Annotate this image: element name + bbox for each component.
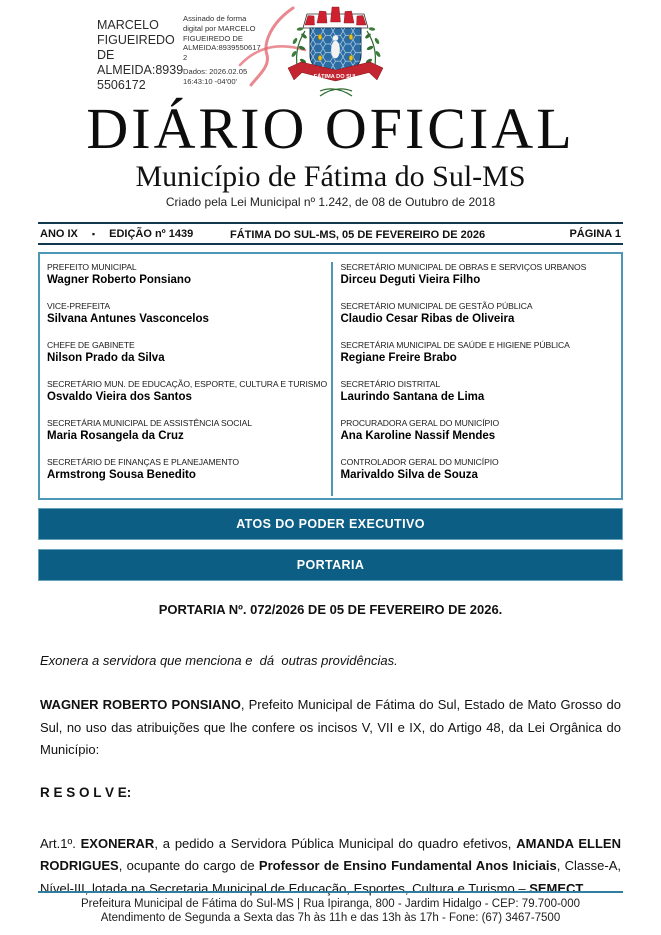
article-1-segment: , ocupante do cargo de <box>118 858 259 873</box>
preamble-author-name: WAGNER ROBERTO PONSIANO <box>40 697 241 712</box>
page-footer <box>38 891 623 925</box>
official-entry <box>47 418 331 443</box>
official-name: Claudio Cesar Ribas de Oliveira <box>340 313 515 325</box>
official-entry <box>47 457 331 482</box>
official-entry <box>47 340 331 365</box>
official-name: Maria Rosangela da Cruz <box>47 430 184 442</box>
signer-name-line: FIGUEIREDO DE <box>97 33 175 62</box>
official-role: VICE-PREFEITA <box>47 301 111 311</box>
official-entry <box>47 262 331 287</box>
official-entry <box>341 301 622 326</box>
official-name: Nilson Prado da Silva <box>47 352 165 364</box>
official-entry <box>341 418 622 443</box>
footer-address-line: Prefeitura Municipal de Fátima do Sul-MS | Rua Ipiranga, 800 - Jardim Hidalgo - CEP: 79.700-000 <box>80 898 580 910</box>
official-entry <box>47 301 331 326</box>
page-number: PÁGINA 1 <box>569 227 621 240</box>
signature-detail-line: digital por MARCELO <box>183 23 256 33</box>
article-1-segment: , a pedido a Servidora Pública Municipal do quadro efetivos, <box>154 835 517 851</box>
official-role: SECRETÁRIO MUNICIPAL DE OBRAS E SERVIÇOS URBANOS <box>340 262 587 272</box>
article-1-segment-bold: Professor de Ensino Fundamental Anos Iniciais <box>258 858 557 873</box>
signature-detail-line: FIGUEIREDO DE <box>183 33 243 43</box>
official-entry <box>341 262 622 287</box>
crest-ribbon-text: FÁTIMA DO SUL <box>313 74 358 81</box>
official-entry <box>341 379 622 404</box>
preamble-text: , Prefeito Municipal de Fátima do Sul, Estado de Mato Grosso do Sul, no uso das atribuições que lhe confere os incisos V, VII e IX, do Artigo 48, da Lei Orgânica do Município: <box>40 697 621 757</box>
article-1-segment-bold: AMANDA ELLEN RODRIGUES <box>40 835 621 873</box>
official-entry <box>341 340 622 365</box>
bullet-icon: ▪ <box>91 228 96 239</box>
gazette-tagline: Criado pela Lei Municipal nº 1.242, de 08 de Outubro de 2018 <box>165 195 496 209</box>
official-role: SECRETÁRIA MUNICIPAL DE SAÚDE E HIGIENE PÚBLICA <box>340 340 570 350</box>
portaria-summary: Exonera a servidora que menciona e dá outras providências. <box>40 653 398 668</box>
official-name: Silvana Antunes Vasconcelos <box>47 313 209 325</box>
signer-name-line: MARCELO <box>97 18 159 32</box>
official-name: Laurindo Santana de Lima <box>340 391 485 403</box>
official-role: SECRETÁRIA MUNICIPAL DE ASSISTÊNCIA SOCIAL <box>47 418 252 428</box>
official-name: Armstrong Sousa Benedito <box>47 469 196 481</box>
signature-detail-line: Assinado de forma <box>183 14 247 23</box>
officials-column-right <box>331 262 622 496</box>
official-role: SECRETÁRIO MUN. DE EDUCAÇÃO, ESPORTE, CULTURA E TURISMO <box>47 379 328 389</box>
article-1-segment: , Classe-A, Nível-III, lotada na Secretaria Municipal de Educação, Esportes, Cultura e Turismo – <box>40 858 622 896</box>
footer-hours-line: Atendimento de Segunda a Sexta das 7h às 11h e das 13h às 17h - Fone: (67) 3467-7500 <box>100 912 561 924</box>
signature-detail-line: 16:43:10 -04'00' <box>183 76 237 86</box>
edition-date-place: FÁTIMA DO SUL-MS, 05 DE FEVEREIRO DE 2026 <box>230 229 486 241</box>
crest-base-stems <box>320 89 352 96</box>
section-banner-executive-acts: ATOS DO PODER EXECUTIVO <box>38 508 623 540</box>
official-role: CHEFE DE GABINETE <box>47 340 135 350</box>
official-entry <box>341 457 622 482</box>
official-name: Wagner Roberto Ponsiano <box>47 274 191 286</box>
article-1-segment-bold: SEMECT. <box>529 880 586 896</box>
crest-crown <box>303 7 368 28</box>
official-name: Osvaldo Vieira dos Santos <box>47 391 192 403</box>
gazette-subtitle: Município de Fátima do Sul-MS <box>135 160 526 193</box>
gazette-title: DIÁRIO OFICIAL <box>86 96 575 161</box>
official-role: PREFEITO MUNICIPAL <box>47 262 137 272</box>
official-name: Marivaldo Silva de Souza <box>340 469 478 481</box>
edition-bar-left <box>40 228 193 240</box>
edition-year: ANO IX <box>40 227 78 240</box>
official-name: Regiane Freire Brabo <box>340 352 457 364</box>
article-1 <box>40 833 621 901</box>
official-role: SECRETÁRIO DISTRITAL <box>340 379 441 389</box>
official-role: SECRETÁRIO MUNICIPAL DE GESTÃO PÚBLICA <box>340 301 533 311</box>
signer-name-line: ALMEIDA:8939 <box>97 63 184 77</box>
official-role: SECRETÁRIO DE FINANÇAS E PLANEJAMENTO <box>47 457 239 467</box>
municipal-crest-icon <box>283 1 389 101</box>
official-name: Ana Karoline Nassif Mendes <box>340 430 496 442</box>
official-entry <box>47 379 331 404</box>
official-name: Dirceu Deguti Vieira Filho <box>340 274 481 286</box>
signature-detail-line: Dados: 2026.02.05 <box>183 66 248 76</box>
official-role: PROCURADORA GERAL DO MUNICÍPIO <box>340 418 500 428</box>
article-1-segment: Art.1º. <box>40 835 81 851</box>
resolve-label: R E S O L V E: <box>40 784 132 800</box>
officials-box <box>38 252 623 500</box>
official-role: CONTROLADOR GERAL DO MUNICÍPIO <box>340 457 499 467</box>
officials-column-left <box>40 262 331 496</box>
edition-number: EDIÇÃO nº 1439 <box>109 227 194 240</box>
article-1-segment-bold: EXONERAR <box>80 835 155 851</box>
edition-bar <box>38 222 623 245</box>
signature-detail-line: 2 <box>183 53 188 63</box>
signer-name-line: 5506172 <box>97 78 146 92</box>
section-banner-portaria: PORTARIA <box>38 549 623 581</box>
portaria-preamble <box>40 694 621 762</box>
portaria-heading: PORTARIA Nº. 072/2026 DE 05 DE FEVEREIRO DE 2026. <box>158 602 503 617</box>
signature-details-block <box>183 14 278 87</box>
signer-name-block <box>97 18 187 93</box>
signature-detail-line: ALMEIDA:8939550617 <box>183 43 261 53</box>
